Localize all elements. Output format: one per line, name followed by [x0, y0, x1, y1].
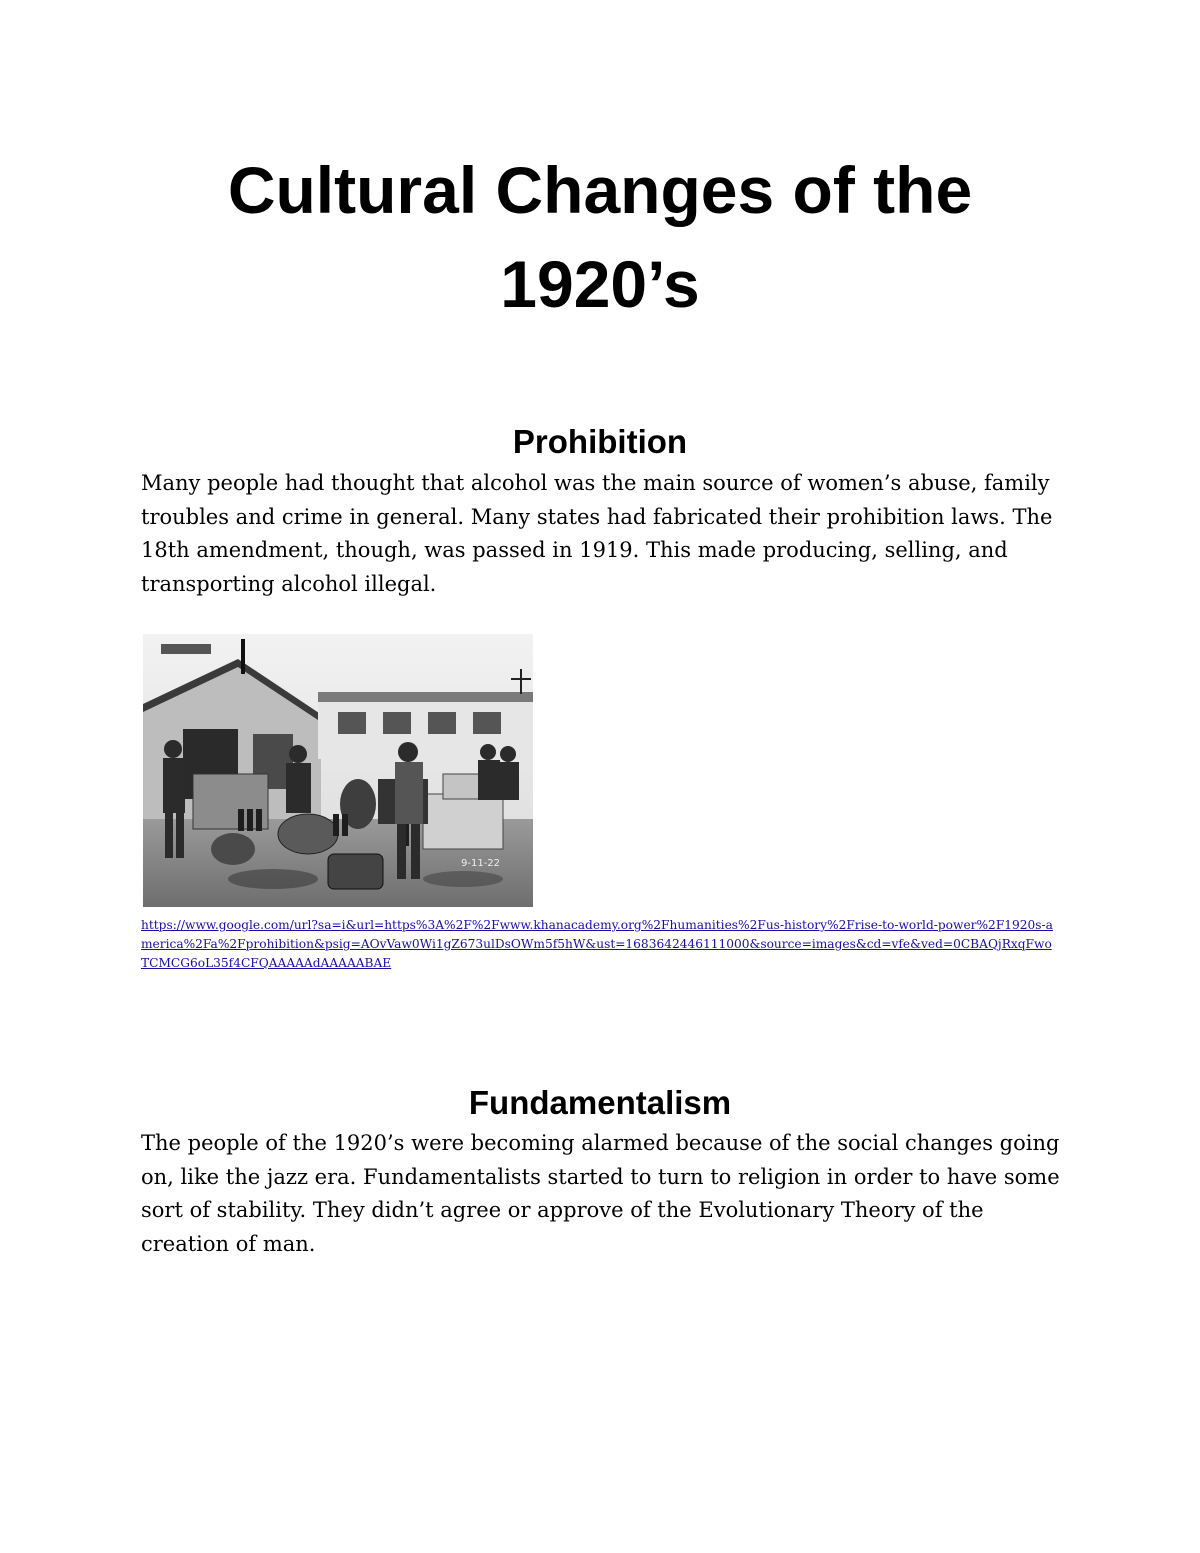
prohibition-raid-photo	[143, 634, 533, 907]
photo-date-stamp: 9-11-22	[461, 858, 501, 869]
prohibition-heading: Prohibition	[512, 423, 688, 460]
title-line-2: 1920’s	[500, 247, 700, 321]
document-title	[0, 143, 1200, 331]
prohibition-paragraph: Many people had thought that alcohol was the main source of women’s abuse, family troubles and crime in general. Many states had fabricated their prohibition laws. The 18th amendment, though, was passed in 1919. This made producing, selling, and transporting alcohol illegal.	[141, 471, 1053, 596]
title-line-1: Cultural Changes of the	[227, 153, 973, 227]
image-source-link[interactable]: https://www.google.com/url?sa=i&url=https%3A%2F%2Fwww.khanacademy.org%2Fhumanities%2Fus-history%2Frise-to-world-power%2F1920s-america%2Fa%2Fprohibition&psig=AOvVaw0Wi1gZ673ulDsOWm5f5hW&ust=1683642446111000&source=images&cd=vfe&ved=0CBAQjRxqFwoTCMCG6oL35f4CFQAAAAAdAAAAABAE	[141, 918, 1053, 970]
fundamentalism-paragraph: The people of the 1920’s were becoming alarmed because of the social changes going on, like the jazz era. Fundamentalists started to turn to religion in order to have some sort of stability. They didn’t agree or approve of the Evolutionary Theory of the creation of man.	[141, 1131, 1060, 1256]
fundamentalism-heading: Fundamentalism	[468, 1084, 732, 1121]
